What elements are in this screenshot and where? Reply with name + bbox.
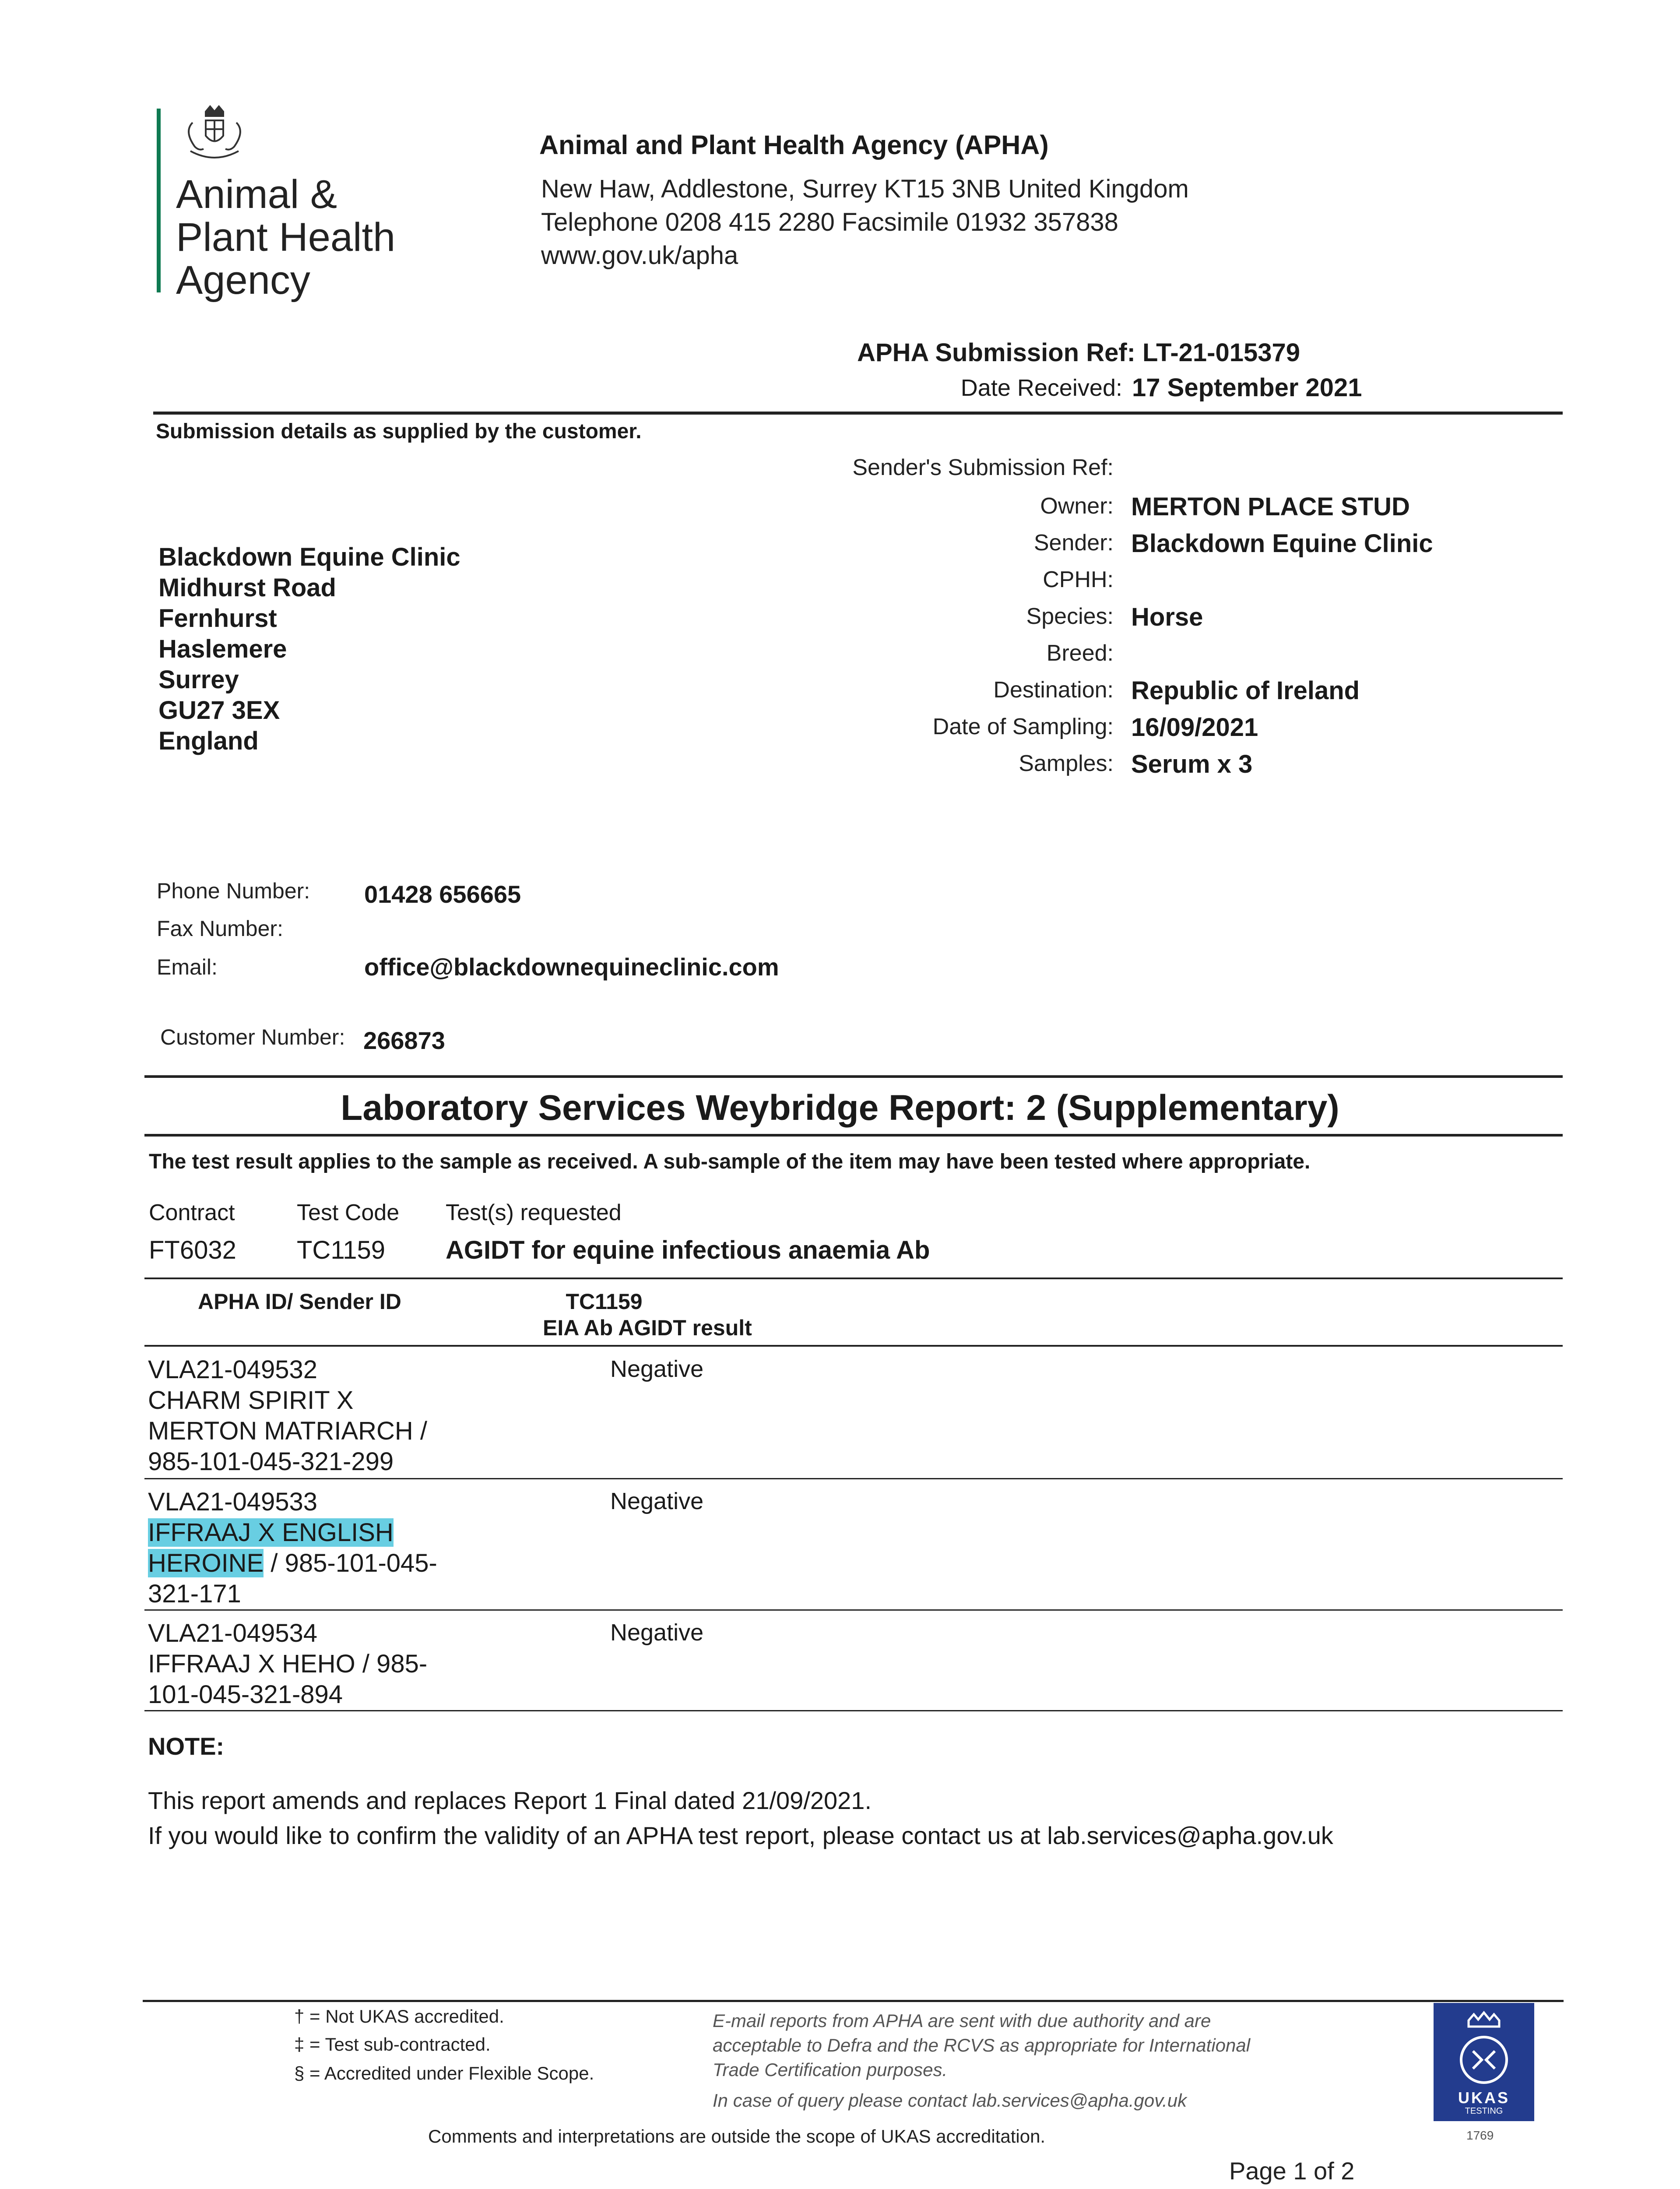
phone-label: Phone Number: bbox=[157, 879, 310, 903]
organisation-website[interactable]: www.gov.uk/apha bbox=[541, 241, 738, 270]
legend-flexible-scope: § = Accredited under Flexible Scope. bbox=[294, 2063, 594, 2083]
address-line: Midhurst Road bbox=[158, 574, 336, 602]
ukas-scope-comment: Comments and interpretations are outside the scope of UKAS accreditation. bbox=[428, 2126, 1046, 2147]
sample-description-line: 101-045-321-894 bbox=[148, 1680, 343, 1709]
destination-label: Destination: bbox=[993, 677, 1114, 703]
email-label: Email: bbox=[157, 955, 218, 979]
row-divider bbox=[144, 1478, 1563, 1479]
ukas-sub-label: TESTING bbox=[1465, 2106, 1503, 2116]
table-header-rule bbox=[144, 1345, 1563, 1347]
sample-description-line: 321-171 bbox=[148, 1580, 241, 1608]
submission-details-caption: Submission details as supplied by the customer. bbox=[156, 420, 642, 443]
test-code-value: TC1159 bbox=[297, 1236, 386, 1264]
column-header-test-code: TC1159 bbox=[566, 1289, 643, 1314]
ukas-badge bbox=[1434, 2003, 1534, 2121]
agency-logo-line: Animal & bbox=[176, 172, 337, 217]
fax-label: Fax Number: bbox=[157, 916, 283, 941]
date-received-value: 17 September 2021 bbox=[1132, 373, 1362, 402]
customer-address bbox=[158, 542, 460, 757]
phone-value: 01428 656665 bbox=[364, 880, 521, 908]
table-row bbox=[148, 1355, 427, 1477]
sampling-date-label: Date of Sampling: bbox=[932, 714, 1114, 739]
sender-value: Blackdown Equine Clinic bbox=[1131, 529, 1433, 558]
owner-label: Owner: bbox=[1040, 493, 1114, 519]
date-received-label: Date Received: bbox=[960, 375, 1122, 401]
royal-coat-of-arms-icon bbox=[175, 103, 254, 173]
agency-logo-text bbox=[176, 173, 395, 302]
address-line: Haslemere bbox=[158, 635, 287, 663]
sender-label: Sender: bbox=[1033, 530, 1114, 556]
samples-label: Samples: bbox=[1019, 751, 1114, 776]
highlighted-sample-name: IFFRAAJ X ENGLISH bbox=[148, 1518, 394, 1547]
tests-requested-header: Test(s) requested bbox=[446, 1200, 622, 1225]
query-contact-line: In case of query please contact lab.services@apha.gov.uk bbox=[713, 2090, 1187, 2111]
sample-id: VLA21-049534 bbox=[148, 1619, 317, 1647]
legend-not-accredited: † = Not UKAS accredited. bbox=[294, 2006, 504, 2027]
divider bbox=[153, 412, 1563, 415]
organisation-address: New Haw, Addlestone, Surrey KT15 3NB United Kingdom bbox=[541, 175, 1189, 203]
sample-id: VLA21-049533 bbox=[148, 1488, 317, 1516]
divider bbox=[144, 1134, 1563, 1137]
page-number: Page 1 of 2 bbox=[1229, 2157, 1355, 2185]
sample-description-line: / 985-101-045- bbox=[264, 1549, 437, 1577]
sample-description-line: 985-101-045-321-299 bbox=[148, 1447, 394, 1476]
species-label: Species: bbox=[1026, 604, 1114, 629]
column-header-result: EIA Ab AGIDT result bbox=[543, 1316, 752, 1340]
table-top-rule bbox=[144, 1278, 1563, 1279]
customer-number-value: 266873 bbox=[363, 1027, 445, 1054]
table-row bbox=[148, 1487, 437, 1609]
email-authority-line: E-mail reports from APHA are sent with due authority and are bbox=[713, 2010, 1211, 2031]
test-code-header: Test Code bbox=[297, 1200, 400, 1225]
address-line: Fernhurst bbox=[158, 604, 277, 633]
samples-value: Serum x 3 bbox=[1131, 750, 1253, 778]
destination-value: Republic of Ireland bbox=[1131, 676, 1360, 705]
cphh-label: CPHH: bbox=[1043, 567, 1114, 592]
organisation-phone-fax: Telephone 0208 415 2280 Facsimile 01932 357838 bbox=[541, 208, 1118, 236]
sample-description-line: CHARM SPIRIT X bbox=[148, 1386, 354, 1415]
applies-note: The test result applies to the sample as received. A sub-sample of the item may have been tested where appropriate. bbox=[149, 1150, 1311, 1173]
agency-logo-line: Agency bbox=[176, 258, 310, 303]
email-authority-line: acceptable to Defra and the RCVS as appropriate for International bbox=[713, 2035, 1251, 2055]
address-line: Blackdown Equine Clinic bbox=[158, 543, 460, 571]
customer-number-label: Customer Number: bbox=[160, 1025, 345, 1049]
species-value: Horse bbox=[1131, 603, 1203, 631]
breed-label: Breed: bbox=[1046, 641, 1114, 666]
sample-description-line: MERTON MATRIARCH / bbox=[148, 1417, 428, 1445]
report-title: Laboratory Services Weybridge Report: 2 (Supplementary) bbox=[341, 1088, 1339, 1128]
contract-header: Contract bbox=[149, 1200, 235, 1225]
sample-description-line: IFFRAAJ X HEHO / 985- bbox=[148, 1650, 428, 1678]
contract-value: FT6032 bbox=[149, 1236, 236, 1264]
note-line: This report amends and replaces Report 1 Final dated 21/09/2021. bbox=[148, 1787, 872, 1814]
tests-requested-value: AGIDT for equine infectious anaemia Ab bbox=[446, 1236, 930, 1264]
agency-logo-line: Plant Health bbox=[176, 215, 396, 260]
organisation-name: Animal and Plant Health Agency (APHA) bbox=[539, 130, 1049, 160]
row-divider bbox=[144, 1609, 1563, 1611]
ukas-number: 1769 bbox=[1466, 2129, 1494, 2142]
sender-ref-label: Sender's Submission Ref: bbox=[852, 455, 1114, 480]
ukas-label: UKAS bbox=[1458, 2089, 1510, 2107]
sample-result: Negative bbox=[610, 1619, 704, 1646]
table-bottom-rule bbox=[144, 1710, 1563, 1711]
submission-ref-value: LT-21-015379 bbox=[1142, 338, 1300, 367]
table-row bbox=[148, 1618, 427, 1710]
column-header-id: APHA ID/ Sender ID bbox=[198, 1289, 401, 1314]
submission-ref-label: APHA Submission Ref: bbox=[857, 338, 1135, 367]
address-line: GU27 3EX bbox=[158, 696, 280, 725]
sample-result: Negative bbox=[610, 1488, 704, 1514]
note-heading: NOTE: bbox=[148, 1732, 225, 1760]
note-line: If you would like to confirm the validity of an APHA test report, please contact us at lab.services@apha.gov.uk bbox=[148, 1822, 1333, 1849]
sampling-date-value: 16/09/2021 bbox=[1131, 713, 1258, 742]
address-line: England bbox=[158, 727, 259, 755]
logo-accent-bar bbox=[157, 109, 161, 292]
email-value[interactable]: office@blackdownequineclinic.com bbox=[364, 953, 779, 981]
address-line: Surrey bbox=[158, 665, 239, 694]
footer-rule bbox=[143, 2000, 1564, 2002]
owner-value: MERTON PLACE STUD bbox=[1131, 493, 1410, 521]
legend-sub-contracted: ‡ = Test sub-contracted. bbox=[294, 2034, 491, 2055]
sample-result: Negative bbox=[610, 1356, 704, 1382]
divider bbox=[144, 1075, 1563, 1078]
highlighted-sample-name: HEROINE bbox=[148, 1549, 264, 1577]
email-authority-line: Trade Certification purposes. bbox=[713, 2059, 948, 2080]
sample-id: VLA21-049532 bbox=[148, 1355, 317, 1384]
